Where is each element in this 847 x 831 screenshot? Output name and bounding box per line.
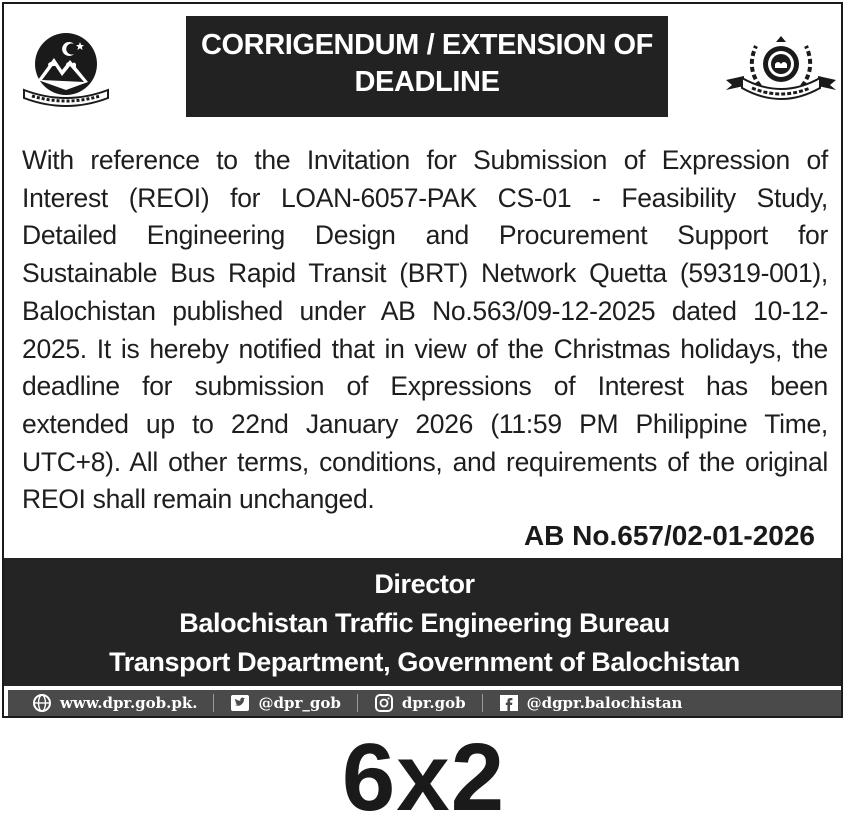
title-line-2: DEADLINE — [354, 66, 500, 98]
body-line: Balochistan published under AB No.563/09-12-2025 dated 10-12- — [22, 295, 828, 326]
website-link[interactable] — [32, 694, 197, 712]
body-line: deadline for submission of Expressions of Interest has been — [22, 371, 828, 402]
twitter-handle: @dpr_gob — [258, 694, 341, 712]
divider — [482, 694, 483, 712]
social-strip — [4, 686, 843, 718]
body-line: With reference to the Invitation for Submission of Expression of — [22, 145, 828, 175]
divider — [357, 694, 358, 712]
notice-body — [22, 142, 828, 519]
issuer-department: Transport Department, Government of Balochistan — [109, 647, 740, 677]
website-text: www.dpr.gob.pk. — [60, 694, 198, 712]
body-line: Sustainable Bus Rapid Transit (BRT) Network Quetta (59319-001), — [22, 258, 828, 289]
facebook-handle: @dgpr.balochistan — [526, 694, 683, 712]
globe-icon — [32, 694, 52, 712]
issuer-designation: Director — [374, 569, 475, 599]
twitter-link[interactable] — [230, 694, 340, 712]
ad-size-label: 6x2 — [341, 724, 506, 831]
facebook-link[interactable] — [499, 694, 683, 712]
body-line: Detailed Engineering Design and Procurement Support for — [22, 220, 828, 251]
facebook-icon — [499, 694, 519, 712]
instagram-link[interactable] — [374, 694, 466, 712]
body-line: UTC+8). All other terms, conditions, and requirements of the original — [22, 446, 828, 477]
twitter-icon — [230, 694, 250, 712]
issuer-bureau: Balochistan Traffic Engineering Bureau — [179, 608, 670, 638]
ab-number: AB No.657/02-01-2026 — [523, 520, 815, 551]
title-line-1: CORRIGENDUM / EXTENSION OF — [200, 29, 653, 61]
instagram-icon — [374, 694, 394, 712]
balochistan-emblem-icon — [18, 24, 114, 110]
instagram-handle: dpr.gob — [401, 694, 466, 712]
body-line: 2025. It is hereby notified that in view of the Christmas holidays, the — [22, 333, 828, 364]
body-line: extended up to 22nd January 2026 (11:59 PM Philippine Time, — [22, 408, 828, 439]
issuer-block — [4, 558, 843, 686]
advertisement-frame — [2, 2, 843, 718]
body-line: REOI shall remain unchanged. — [22, 484, 375, 515]
divider — [213, 694, 214, 712]
body-line: Interest (REOI) for LOAN-6057-PAK CS-01 - Feasibility Study, — [22, 182, 828, 213]
dgpr-emblem-icon — [720, 24, 842, 110]
social-links — [8, 690, 841, 716]
notice-title — [186, 16, 668, 117]
